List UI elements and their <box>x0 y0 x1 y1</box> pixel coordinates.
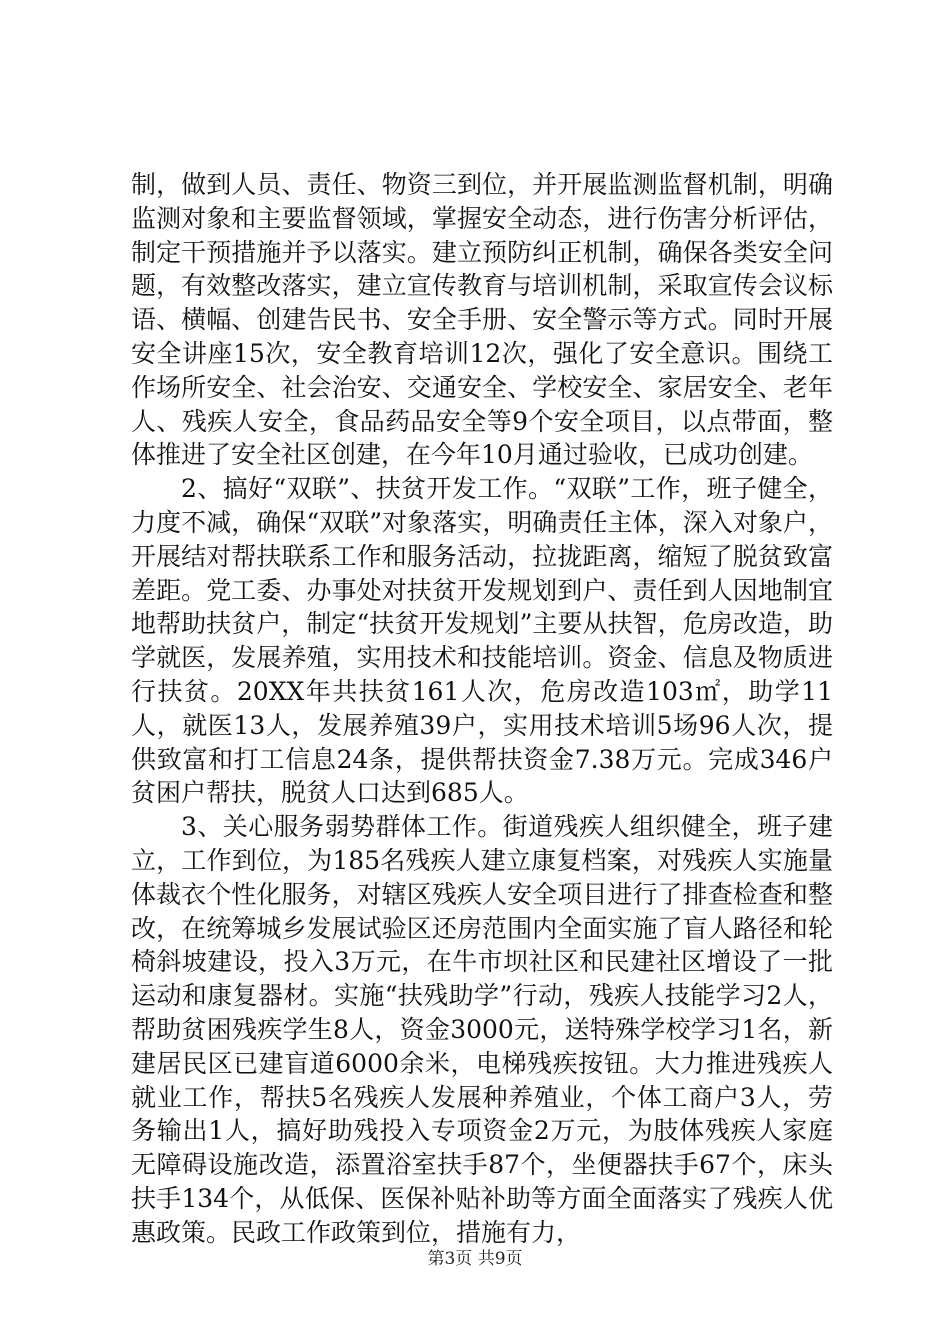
page-footer: 第3页 共9页 <box>427 1249 523 1269</box>
paragraph-continued: 制，做到人员、责任、物资三到位，并开展监测监督机制，明确监测对象和主要监督领域，掌握安全动态，进行伤害分析评估，制定干预措施并予以落实。建立预防纠正机制，确保各类安全问题，有效整改落实，建立宣传教育与培训机制，采取宣传会议标语、横幅、创建告民书、安全手册、安全警示等方式。同时开展安全讲座15次，安全教育培训12次，强化了安全意识。围绕工作场所安全、社会治安、交通安全、学校安全、家居安全、老年人、残疾人安全，食品药品安全等9个安全项目，以点带面，整体推进了安全社区创建，在今年10月通过验收，已成功创建。 <box>131 170 833 470</box>
document-body <box>131 168 833 1250</box>
paragraph-poverty-alleviation: 2、搞好“双联”、扶贫开发工作。“双联”工作，班子健全，力度不减，确保“双联”对象落实，明确责任主体，深入对象户，开展结对帮扶联系工作和服务活动，拉拢距离，缩短了脱贫致富差距。党工委、办事处对扶贫开发规划到户、责任到人因地制宜地帮助扶贫户，制定“扶贫开发规划”主要从扶智，危房改造，助学就医，发展养殖，实用技术和技能培训。资金、信息及物质进行扶贫。20XX年共扶贫161人次，危房改造103㎡，助学11人，就医13人，发展养殖39户，实用技术培训5场96人次，提供致富和打工信息24条，提供帮扶资金7.38万元。完成346户贫困户帮扶，脱贫人口达到685人。 <box>131 474 833 808</box>
paragraph-vulnerable-groups: 3、关心服务弱势群体工作。街道残疾人组织健全，班子建立，工作到位，为185名残疾人建立康复档案，对残疾人实施量体裁衣个性化服务，对辖区残疾人安全项目进行了排查检查和整改，在统筹城乡发展试验区还房范围内全面实施了盲人路径和轮椅斜坡建设，投入3万元，在牛市坝社区和民建社区增设了一批运动和康复器材。实施“扶残助学”行动，残疾人技能学习2人，帮助贫困残疾学生8人，资金3000元，送特殊学校学习1名，新建居民区已建盲道6000余米，电梯残疾按钮。大力推进残疾人就业工作，帮扶5名残疾人发展种养殖业，个体工商户3人，劳务输出1人，搞好助残投入专项资金2万元，为肢体残疾人家庭无障碍设施改造，添置浴室扶手87个，坐便器扶手67个，床头扶手134个，从低保、医保补贴补助等方面全面落实了残疾人优惠政策。民政工作政策到位，措施有力， <box>131 812 833 1247</box>
